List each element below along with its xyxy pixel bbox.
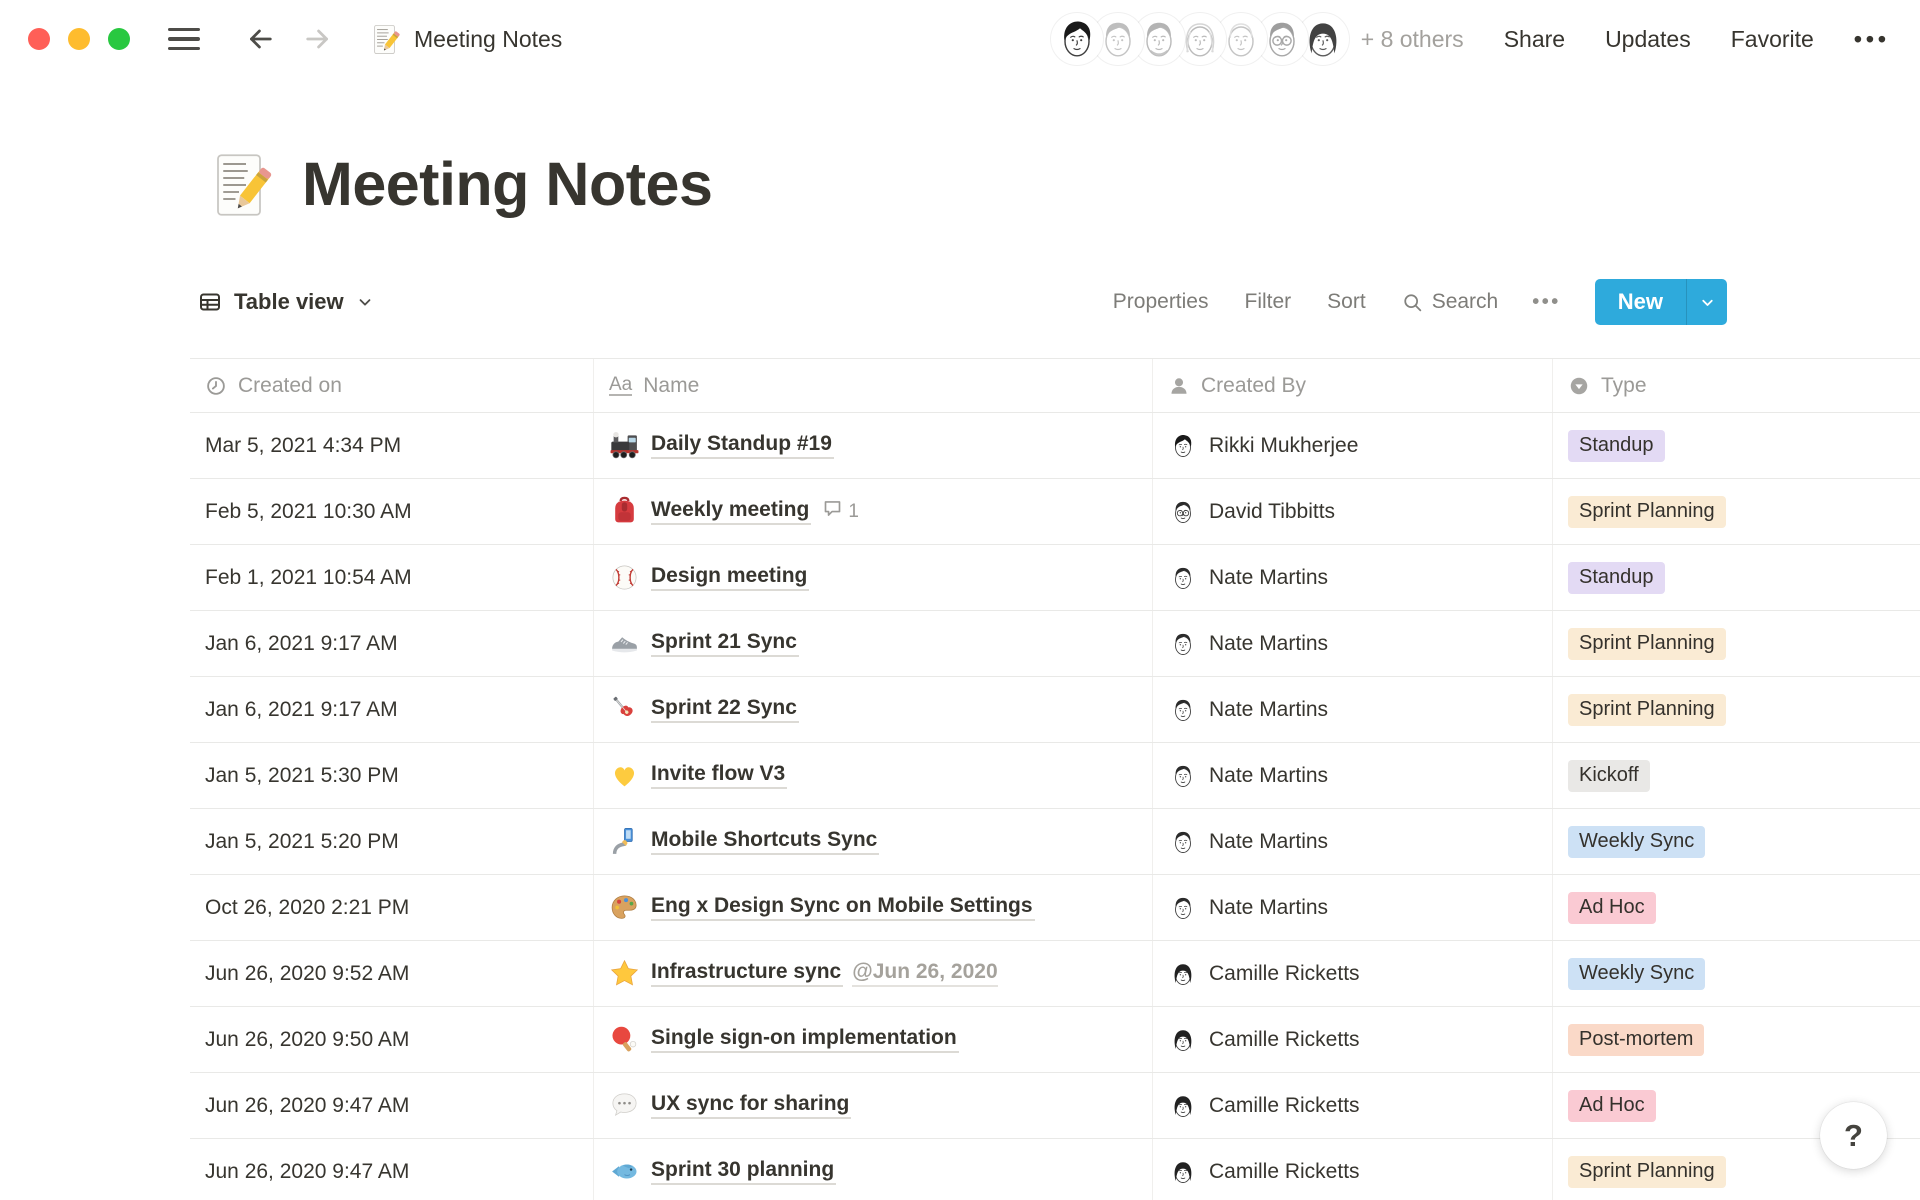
creator-name: Camille Ricketts <box>1209 1159 1360 1183</box>
zoom-window-button[interactable] <box>108 28 130 50</box>
yellow-heart-icon <box>609 760 640 791</box>
page-link[interactable]: Infrastructure sync <box>651 960 843 987</box>
created-on-cell[interactable]: Jun 26, 2020 9:47 AM <box>190 1073 594 1138</box>
page-link[interactable]: Eng x Design Sync on Mobile Settings <box>651 894 1035 921</box>
person-icon <box>1168 375 1190 397</box>
help-button[interactable]: ? <box>1820 1102 1887 1169</box>
baseball-icon <box>609 562 640 593</box>
name-cell <box>594 1139 1153 1200</box>
name-cell <box>594 809 1153 874</box>
table-row <box>190 809 1920 875</box>
search-button[interactable] <box>1402 290 1499 314</box>
column-label: Created By <box>1201 373 1307 397</box>
select-icon <box>1568 375 1590 397</box>
type-cell[interactable] <box>1553 545 1920 610</box>
back-arrow-icon[interactable] <box>244 22 278 56</box>
close-window-button[interactable] <box>28 28 50 50</box>
sidebar-menu-icon[interactable] <box>168 28 200 51</box>
table-row <box>190 545 1920 611</box>
forward-arrow-icon[interactable] <box>302 22 336 56</box>
search-icon <box>1402 292 1423 313</box>
creator-name: Nate Martins <box>1209 763 1329 787</box>
new-button-dropdown[interactable] <box>1686 279 1727 325</box>
table-row <box>190 875 1920 941</box>
name-cell <box>594 1007 1153 1072</box>
page-link[interactable]: Daily Standup #19 <box>651 432 834 459</box>
name-cell <box>594 413 1153 478</box>
created-by-cell[interactable] <box>1153 479 1553 544</box>
type-cell[interactable] <box>1553 479 1920 544</box>
avatar <box>1168 827 1198 857</box>
page-title[interactable]: Meeting Notes <box>302 150 713 219</box>
name-cell <box>594 677 1153 742</box>
created-by-cell[interactable] <box>1153 1139 1553 1200</box>
type-cell[interactable] <box>1553 743 1920 808</box>
type-badge: Ad Hoc <box>1568 1090 1656 1122</box>
name-cell <box>594 743 1153 808</box>
creator-name: Nate Martins <box>1209 697 1329 721</box>
created-on-cell[interactable]: Jan 5, 2021 5:30 PM <box>190 743 594 808</box>
others-count[interactable]: + 8 others <box>1360 25 1464 52</box>
collaborator-avatars[interactable] <box>1051 13 1349 65</box>
avatar <box>1168 893 1198 923</box>
created-on-cell[interactable]: Mar 5, 2021 4:34 PM <box>190 413 594 478</box>
minimize-window-button[interactable] <box>68 28 90 50</box>
comment-count[interactable] <box>822 498 859 525</box>
page-link[interactable]: Design meeting <box>651 564 809 591</box>
column-label: Created on <box>238 373 342 397</box>
avatar <box>1168 695 1198 725</box>
created-on-cell[interactable]: Jun 26, 2020 9:47 AM <box>190 1139 594 1200</box>
name-cell <box>594 941 1153 1006</box>
avatar <box>1168 629 1198 659</box>
creator-name: David Tibbitts <box>1209 499 1336 523</box>
avatar <box>1168 431 1198 461</box>
creator-name: Nate Martins <box>1209 565 1329 589</box>
table-row <box>190 479 1920 545</box>
created-by-cell[interactable] <box>1153 1007 1553 1072</box>
avatar <box>1168 1025 1198 1055</box>
name-cell <box>594 479 1153 544</box>
type-cell[interactable] <box>1553 1007 1920 1072</box>
avatar <box>1168 761 1198 791</box>
created-by-cell[interactable] <box>1153 677 1553 742</box>
view-options-icon[interactable]: ••• <box>1532 290 1561 313</box>
page-link[interactable]: UX sync for sharing <box>651 1092 851 1119</box>
share-button[interactable]: Share <box>1503 25 1566 52</box>
table-row <box>190 611 1920 677</box>
creator-name: Camille Ricketts <box>1209 1093 1360 1117</box>
column-label: Name <box>643 373 700 397</box>
avatar <box>1168 497 1198 527</box>
created-on-cell[interactable]: Jun 26, 2020 9:50 AM <box>190 1007 594 1072</box>
created-on-cell[interactable]: Jan 6, 2021 9:17 AM <box>190 611 594 676</box>
created-by-cell[interactable] <box>1153 875 1553 940</box>
fish-icon <box>609 1156 640 1187</box>
favorite-button[interactable]: Favorite <box>1730 25 1814 52</box>
filter-button[interactable]: Filter <box>1244 290 1292 313</box>
column-header-created-on[interactable] <box>190 359 594 412</box>
locomotive-icon <box>609 430 640 461</box>
avatar <box>1168 1091 1198 1121</box>
creator-name: Camille Ricketts <box>1209 1027 1360 1051</box>
page-link[interactable]: Mobile Shortcuts Sync <box>651 828 879 855</box>
avatar <box>1168 563 1198 593</box>
type-cell[interactable] <box>1553 875 1920 940</box>
type-badge: Sprint Planning <box>1568 496 1726 528</box>
created-by-cell[interactable] <box>1153 413 1553 478</box>
table-body <box>190 413 1920 1200</box>
page-link[interactable]: Sprint 21 Sync <box>651 630 799 657</box>
table-row <box>190 1073 1920 1139</box>
type-badge: Sprint Planning <box>1568 694 1726 726</box>
aa-icon: Aa <box>609 373 633 395</box>
type-badge: Weekly Sync <box>1568 958 1705 990</box>
table-row <box>190 1007 1920 1073</box>
column-header-type[interactable] <box>1553 359 1920 412</box>
created-by-cell[interactable] <box>1153 941 1553 1006</box>
avatar <box>1168 959 1198 989</box>
table-row <box>190 677 1920 743</box>
created-on-cell[interactable]: Oct 26, 2020 2:21 PM <box>190 875 594 940</box>
type-badge: Sprint Planning <box>1568 1156 1726 1188</box>
page-link[interactable]: Sprint 22 Sync <box>651 696 799 723</box>
view-toolbar <box>198 278 1727 326</box>
created-by-cell[interactable] <box>1153 809 1553 874</box>
name-cell <box>594 1073 1153 1138</box>
comment-bubble-icon <box>822 498 843 525</box>
guitar-icon <box>609 694 640 725</box>
speech-balloon-icon <box>609 1090 640 1121</box>
type-cell[interactable] <box>1553 677 1920 742</box>
type-badge: Standup <box>1568 562 1665 594</box>
updates-button[interactable]: Updates <box>1605 25 1691 52</box>
name-cell <box>594 545 1153 610</box>
page-link[interactable]: Sprint 30 planning <box>651 1158 836 1185</box>
sneaker-icon <box>609 628 640 659</box>
clock-icon <box>205 375 227 397</box>
created-on-cell[interactable]: Jan 6, 2021 9:17 AM <box>190 677 594 742</box>
column-label: Type <box>1601 373 1647 397</box>
window-top-bar <box>0 0 1920 78</box>
created-by-cell[interactable] <box>1153 545 1553 610</box>
meeting-notes-table <box>190 358 1920 1200</box>
type-badge: Standup <box>1568 430 1665 462</box>
chevron-down-icon <box>356 293 374 311</box>
type-badge: Post-mortem <box>1568 1024 1704 1056</box>
backpack-icon <box>609 496 640 527</box>
type-cell[interactable] <box>1553 941 1920 1006</box>
created-on-cell[interactable]: Jun 26, 2020 9:52 AM <box>190 941 594 1006</box>
type-badge: Kickoff <box>1568 760 1650 792</box>
page-icon-memo[interactable] <box>204 150 274 220</box>
search-label: Search <box>1431 290 1499 313</box>
new-button[interactable]: New <box>1595 279 1686 325</box>
table-row <box>190 1139 1920 1200</box>
type-cell[interactable] <box>1553 413 1920 478</box>
created-on-cell[interactable]: Jan 5, 2021 5:20 PM <box>190 809 594 874</box>
table-row <box>190 941 1920 1007</box>
type-badge: Ad Hoc <box>1568 892 1656 924</box>
page-link[interactable]: Single sign-on implementation <box>651 1026 959 1053</box>
created-by-cell[interactable] <box>1153 611 1553 676</box>
type-cell[interactable] <box>1553 611 1920 676</box>
more-options-icon[interactable]: ••• <box>1853 25 1890 52</box>
table-view-switcher[interactable] <box>198 289 374 315</box>
window-controls <box>28 28 130 50</box>
avatar <box>1168 1157 1198 1187</box>
type-badge: Weekly Sync <box>1568 826 1705 858</box>
page-link[interactable]: Invite flow V3 <box>651 762 787 789</box>
comment-number: 1 <box>848 500 859 522</box>
sort-button[interactable]: Sort <box>1327 290 1366 313</box>
avatar[interactable] <box>1051 13 1103 65</box>
breadcrumb[interactable]: Meeting Notes <box>414 25 563 52</box>
name-cell <box>594 875 1153 940</box>
view-label: Table view <box>234 289 344 314</box>
column-header-name[interactable] <box>594 359 1153 412</box>
creator-name: Camille Ricketts <box>1209 961 1360 985</box>
type-cell[interactable] <box>1553 809 1920 874</box>
star-icon <box>609 958 640 989</box>
table-row <box>190 413 1920 479</box>
creator-name: Nate Martins <box>1209 895 1329 919</box>
creator-name: Nate Martins <box>1209 631 1329 655</box>
type-badge: Sprint Planning <box>1568 628 1726 660</box>
ping-pong-icon <box>609 1024 640 1055</box>
chevron-down-icon <box>1699 294 1716 311</box>
creator-name: Nate Martins <box>1209 829 1329 853</box>
creator-name: Rikki Mukherjee <box>1209 433 1359 457</box>
date-mention[interactable]: @Jun 26, 2020 <box>852 960 997 987</box>
memo-icon <box>368 23 401 56</box>
new-row-split-button <box>1595 279 1727 325</box>
page-link[interactable]: Weekly meeting <box>651 498 811 525</box>
table-header-row <box>190 358 1920 413</box>
properties-button[interactable]: Properties <box>1112 290 1209 313</box>
name-cell <box>594 611 1153 676</box>
column-header-created-by[interactable] <box>1153 359 1553 412</box>
table-row <box>190 743 1920 809</box>
table-view-icon <box>198 290 222 314</box>
created-by-cell[interactable] <box>1153 1073 1553 1138</box>
created-on-cell[interactable]: Feb 5, 2021 10:30 AM <box>190 479 594 544</box>
created-on-cell[interactable]: Feb 1, 2021 10:54 AM <box>190 545 594 610</box>
palette-icon <box>609 892 640 923</box>
selfie-icon <box>609 826 640 857</box>
created-by-cell[interactable] <box>1153 743 1553 808</box>
